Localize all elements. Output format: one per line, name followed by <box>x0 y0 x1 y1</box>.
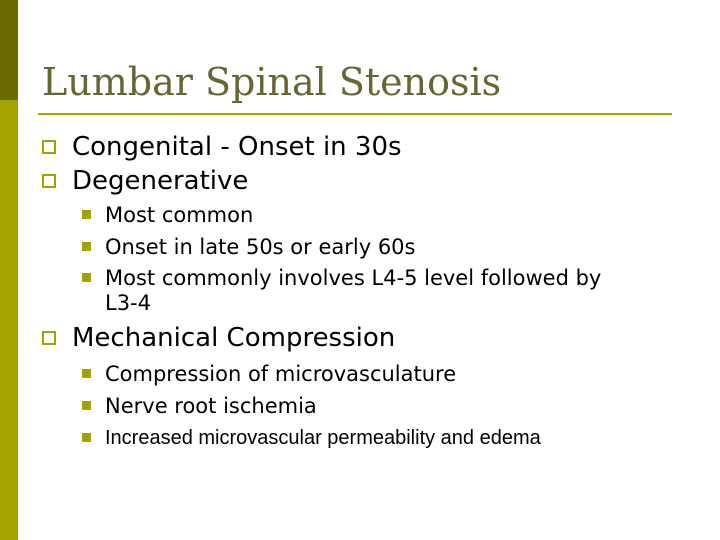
left-accent-bar-bottom <box>0 100 18 540</box>
slide-title: Lumbar Spinal Stenosis <box>42 60 502 104</box>
sub-bullet-microvasculature <box>82 362 456 387</box>
sub-bullet-text: Nerve root ischemia <box>105 394 317 418</box>
square-bullet-icon <box>82 369 91 378</box>
bullet-item-degenerative <box>42 166 248 196</box>
hollow-square-bullet-icon <box>42 140 56 154</box>
sub-bullet-ischemia <box>82 394 317 419</box>
sub-bullet-involves <box>82 266 601 316</box>
bullet-text: Mechanical Compression <box>72 323 396 353</box>
title-divider <box>38 113 672 115</box>
sub-bullet-text: Most common <box>105 203 254 227</box>
bullet-text: Congenital - Onset in 30s <box>72 132 402 162</box>
left-accent-bar-top <box>0 0 18 100</box>
bullet-text: Degenerative <box>72 166 249 196</box>
hollow-square-bullet-icon <box>42 331 56 345</box>
sub-bullet-text: Most commonly involves L4-5 level followed by L3-4 <box>105 266 602 316</box>
sub-bullet-most-common <box>82 203 253 228</box>
sub-bullet-text: Onset in late 50s or early 60s <box>105 235 416 259</box>
square-bullet-icon <box>82 273 91 282</box>
sub-bullet-text: Increased microvascular permeability and edema <box>105 427 541 449</box>
square-bullet-icon <box>82 242 91 251</box>
bullet-item-mechanical-compression <box>42 323 395 353</box>
bullet-item-congenital <box>42 132 402 162</box>
square-bullet-icon <box>82 401 91 410</box>
square-bullet-icon <box>82 433 91 442</box>
sub-bullet-onset <box>82 235 415 260</box>
sub-bullet-text: Compression of microvasculature <box>105 362 457 386</box>
hollow-square-bullet-icon <box>42 174 56 188</box>
sub-bullet-permeability <box>82 426 541 450</box>
square-bullet-icon <box>82 210 91 219</box>
